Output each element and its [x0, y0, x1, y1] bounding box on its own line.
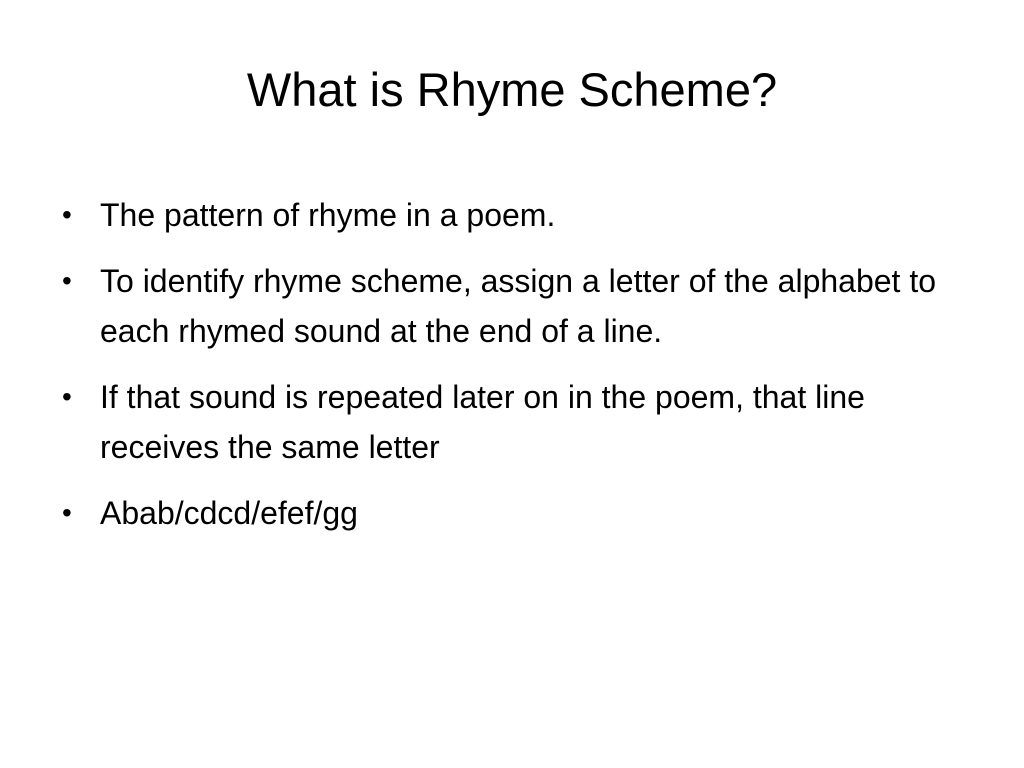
slide-title: What is Rhyme Scheme? [246, 63, 778, 116]
bullet-text: To identify rhyme scheme, assign a letter of the alphabet to each rhymed sound at the end of a line. [100, 263, 937, 349]
bullet-item [62, 372, 972, 472]
bullet-item [62, 488, 972, 538]
bullet-dot-icon: • [62, 199, 72, 230]
bullet-text: The pattern of rhyme in a poem. [100, 197, 556, 233]
bullet-dot-icon: • [62, 265, 72, 296]
bullet-dot-icon: • [62, 381, 72, 412]
bullet-list [62, 190, 972, 554]
bullet-dot-icon: • [62, 497, 72, 528]
bullet-text: Abab/cdcd/efef/gg [100, 495, 358, 531]
bullet-text: If that sound is repeated later on in the poem, that line receives the same letter [100, 379, 865, 465]
bullet-item [62, 256, 972, 356]
bullet-item [62, 190, 972, 240]
